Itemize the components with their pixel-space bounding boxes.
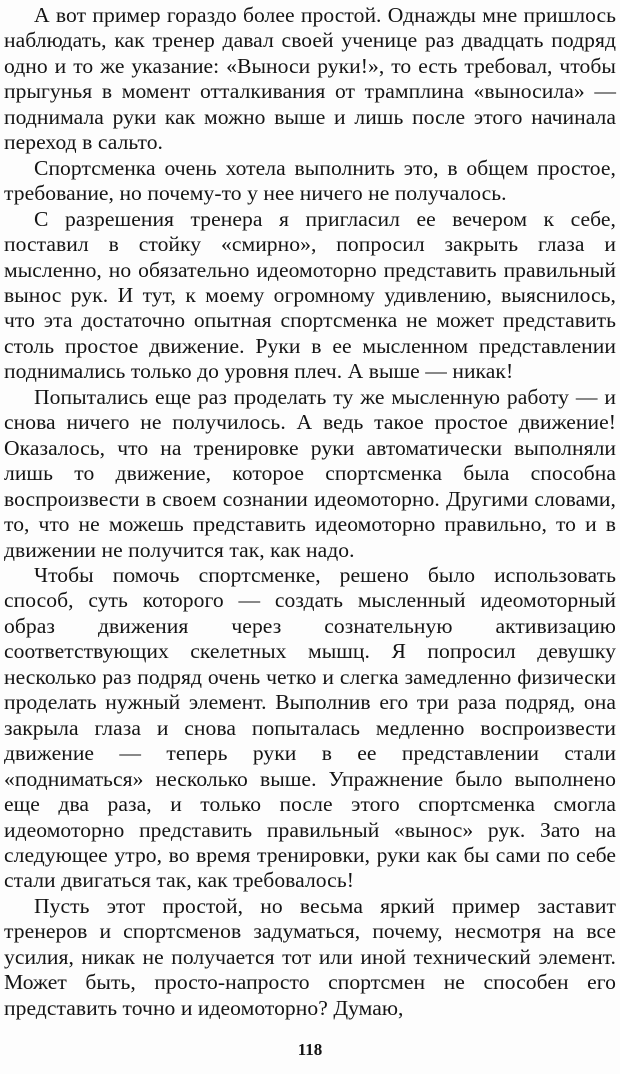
page-number: 118 — [297, 1040, 323, 1059]
paragraph-4: Попытались еще раз проделать ту же мысленную работу — и снова ничего не получилось. А ведь такое простое движение! Оказалось, что на тренировке руки автоматически выполняли лишь то движение, которое спортсменка была способна воспроизвести в своем сознании идеомоторно. Другими словами, то, что не можешь представить идеомоторно правильно, то и в движении не получится так, как надо. — [4, 384, 616, 562]
paragraph-3: С разрешения тренера я пригласил ее вечером к себе, поставил в стойку «смирно», попросил закрыть глаза и мысленно, но обязательно идеомоторно представить правильный вынос рук. И тут, к моему огромному удивлению, выяснилось, что эта достаточно опытная спортсменка не может представить столь простое движение. Руки в ее мысленном представлении поднимались только до уровня плеч. А выше — никак! — [4, 206, 616, 384]
paragraph-5: Чтобы помочь спортсменке, решено было использовать способ, суть которого — создать мысленный идеомоторный образ движения через сознательную активизацию соответствующих скелетных мышц. Я попросил девушку несколько раз подряд очень четко и слегка замедленно физически проделать нужный элемент. Выполнив его три раза подряд, она закрыла глаза и снова попыталась медленно воспроизвести движение — теперь руки в ее представлении стали «подниматься» несколько выше. Упражнение было выполнено еще два раза, и только после этого спортсменка смогла идеомоторно представить правильный «вынос» рук. Зато на следующее утро, во время тренировки, руки как бы сами по себе стали двигаться так, как требовалось! — [4, 562, 616, 893]
paragraph-6: Пусть этот простой, но весьма яркий пример заставит тренеров и спортсменов задуматься, почему, несмотря на все усилия, никак не получается тот или иной технический элемент. Может быть, просто-напросто спортсмен не способен его представить точно и идеомоторно? Думаю, — [4, 893, 616, 1020]
paragraph-2: Спортсменка очень хотела выполнить это, в общем простое, требование, но почему-то у нее ничего не получалось. — [4, 155, 616, 206]
page-text-body — [4, 3, 616, 1021]
paragraph-1: А вот пример гораздо более простой. Однажды мне пришлось наблюдать, как тренер давал своей ученице раз двадцать подряд одно и то же указание: «Выноси руки!», то есть требовал, чтобы прыгунья в момент отталкивания от трамплина «выносила» — поднимала руки как можно выше и лишь после этого начинала переход в сальто. — [4, 3, 616, 155]
